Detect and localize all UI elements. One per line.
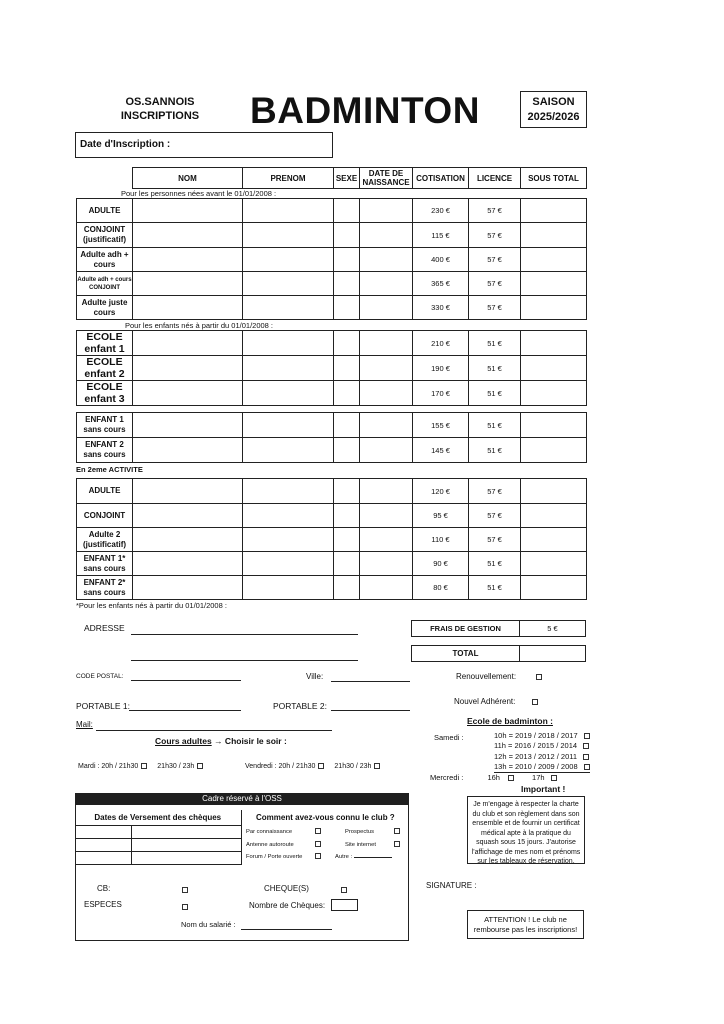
connu-checkbox[interactable] — [315, 853, 321, 859]
col-sous-total: SOUS TOTAL — [521, 168, 587, 189]
licence-cell: 57 € — [469, 296, 521, 320]
table-row — [77, 413, 587, 438]
versement-cell[interactable] — [131, 825, 241, 838]
connu-option: Antenne autoroute — [246, 841, 294, 848]
samedi-slot — [494, 731, 590, 741]
renouvellement-checkbox[interactable] — [536, 674, 542, 680]
sexe-cell[interactable] — [334, 296, 360, 320]
nom-cell[interactable] — [133, 296, 243, 320]
table-row — [77, 438, 587, 463]
cotisation-cell: 120 € — [413, 479, 469, 504]
table-row — [77, 576, 587, 600]
samedi-slot-text: 11h = 2016 / 2015 / 2014 — [494, 741, 578, 751]
date-cell[interactable] — [360, 356, 413, 381]
ville-label: Ville: — [306, 672, 324, 681]
nouvel-adherent-text: Nouvel Adhérent: — [454, 697, 516, 706]
nom-cell[interactable] — [133, 223, 243, 248]
cotisation-cell: 330 € — [413, 296, 469, 320]
connu-checkbox[interactable] — [315, 841, 321, 847]
sexe-cell[interactable] — [334, 248, 360, 272]
table-row — [77, 331, 587, 356]
col-licence: LICENCE — [469, 168, 521, 189]
row-label: ECOLE enfant 3 — [77, 381, 133, 406]
date-cell[interactable] — [360, 223, 413, 248]
date-inscription-field[interactable] — [75, 132, 333, 158]
connu-row — [246, 839, 406, 852]
nombre-cheques-input[interactable] — [331, 899, 358, 911]
mardi-slot-1-checkbox[interactable] — [141, 763, 147, 769]
sexe-cell[interactable] — [334, 413, 360, 438]
row-label: Adulte adh + cours — [77, 248, 133, 272]
connu-options — [246, 826, 406, 864]
sous-total-cell[interactable] — [521, 223, 587, 248]
adresse-line-2[interactable] — [131, 660, 358, 661]
table-row — [77, 223, 587, 248]
sous-total-cell[interactable] — [521, 438, 587, 463]
date-cell[interactable] — [360, 381, 413, 406]
prenom-cell[interactable] — [243, 223, 334, 248]
attention-text: ATTENTION ! Le club ne rembourse pas les inscriptions! — [473, 915, 578, 934]
licence-cell: 57 € — [469, 223, 521, 248]
nom-cell[interactable] — [133, 248, 243, 272]
second-activity-table — [76, 478, 587, 600]
portable2-line[interactable] — [331, 710, 410, 711]
versement-cell[interactable] — [75, 825, 131, 838]
row-label: ADULTE — [77, 199, 133, 223]
prenom-cell[interactable] — [243, 356, 334, 381]
prenom-cell[interactable] — [243, 413, 334, 438]
date-cell[interactable] — [360, 528, 413, 552]
connu-option: Prospectus — [345, 829, 374, 835]
sous-total-cell[interactable] — [521, 331, 587, 356]
samedi-slots — [494, 731, 590, 773]
season-value: 2025/2026 — [527, 111, 580, 123]
licence-cell: 51 € — [469, 331, 521, 356]
licence-cell: 51 € — [469, 438, 521, 463]
nombre-cheques-label: Nombre de Chèques: — [249, 901, 326, 910]
ville-line[interactable] — [331, 681, 410, 682]
table-row — [77, 479, 587, 504]
sexe-cell[interactable] — [334, 528, 360, 552]
renouvellement-label — [456, 672, 542, 681]
vendredi-slot-2: 21h30 / 23h — [334, 763, 372, 770]
prenom-cell[interactable] — [243, 381, 334, 406]
sexe-cell[interactable] — [334, 199, 360, 223]
row-label: Adulte 2 (justificatif) — [77, 528, 133, 552]
autre-line[interactable] — [354, 857, 392, 858]
sexe-cell[interactable] — [334, 331, 360, 356]
sexe-cell[interactable] — [334, 438, 360, 463]
cotisation-cell: 190 € — [413, 356, 469, 381]
especes-label: ESPECES — [84, 900, 122, 909]
date-cell[interactable] — [360, 479, 413, 504]
versement-table — [75, 810, 242, 865]
sexe-cell[interactable] — [334, 356, 360, 381]
date-cell[interactable] — [360, 552, 413, 576]
licence-cell: 57 € — [469, 272, 521, 296]
prenom-cell[interactable] — [243, 576, 334, 600]
table-row — [77, 381, 587, 406]
licence-cell: 51 € — [469, 356, 521, 381]
season-label: SAISON — [532, 96, 575, 108]
sexe-cell[interactable] — [334, 272, 360, 296]
adresse-line-1[interactable] — [131, 634, 358, 635]
date-cell[interactable] — [360, 296, 413, 320]
nom-cell[interactable] — [133, 381, 243, 406]
sous-total-cell[interactable] — [521, 528, 587, 552]
total-label: TOTAL — [412, 646, 520, 662]
cotisation-cell: 95 € — [413, 504, 469, 528]
versement-cell[interactable] — [131, 851, 241, 864]
connu-checkbox[interactable] — [394, 841, 400, 847]
row-label: ECOLE enfant 1 — [77, 331, 133, 356]
licence-cell: 51 € — [469, 381, 521, 406]
nom-salarie-label: Nom du salarié : — [181, 920, 236, 929]
sous-total-cell[interactable] — [521, 199, 587, 223]
samedi-slot — [494, 741, 590, 751]
second-activity-label: En 2eme ACTIVITE — [76, 465, 143, 474]
prenom-cell[interactable] — [243, 479, 334, 504]
cours-adultes-heading — [155, 736, 287, 746]
nom-cell[interactable] — [133, 413, 243, 438]
col-date-naissance: DATE DE NAISSANCE — [360, 168, 413, 189]
sexe-cell[interactable] — [334, 223, 360, 248]
table-row — [77, 528, 587, 552]
connu-option: Autre : — [335, 854, 353, 860]
samedi-slot-checkbox[interactable] — [584, 764, 590, 770]
connu-title: Comment avez-vous connu le club ? — [256, 813, 395, 822]
cb-checkbox[interactable] — [182, 887, 188, 893]
page-title: BADMINTON — [250, 90, 480, 131]
row-label: CONJOINT — [77, 504, 133, 528]
sous-total-cell[interactable] — [521, 504, 587, 528]
samedi-slot-text: 10h = 2019 / 2018 / 2017 — [494, 731, 578, 740]
especes-checkbox[interactable] — [182, 904, 188, 910]
sexe-cell[interactable] — [334, 479, 360, 504]
date-cell[interactable] — [360, 272, 413, 296]
sous-total-cell[interactable] — [521, 296, 587, 320]
row-label: Adulte juste cours — [77, 296, 133, 320]
important-text: Je m'engage à respecter la charte du club et son règlement dans son ensemble et de fournir un certificat médical apte à la pratique du squash sous 15 jours. J'autorise l'affichage de mes nom et prénoms sur les tableaux de réservation. — [471, 801, 581, 865]
prenom-cell[interactable] — [243, 438, 334, 463]
samedi-slot-text: 12h = 2013 / 2012 / 2011 — [494, 751, 578, 761]
row-label: ENFANT 2* sans cours — [77, 576, 133, 600]
frais-gestion-label: FRAIS DE GESTION — [412, 621, 520, 637]
ecole-badminton-title: Ecole de badminton : — [467, 716, 553, 726]
vendredi-options — [245, 763, 380, 770]
cotisation-cell: 230 € — [413, 199, 469, 223]
table-row — [77, 504, 587, 528]
versement-cell[interactable] — [75, 838, 131, 851]
table-row — [77, 552, 587, 576]
portable2-label: PORTABLE 2: — [273, 701, 328, 711]
sous-total-cell[interactable] — [521, 479, 587, 504]
code-postal-line[interactable] — [131, 680, 241, 681]
enfants-table — [76, 412, 587, 463]
row-label: ADULTE — [77, 479, 133, 504]
mercredi-row — [430, 773, 557, 782]
code-postal-label: CODE POSTAL: — [76, 673, 124, 680]
table-row — [77, 272, 587, 296]
col-prenom: PRENOM — [243, 168, 334, 189]
nom-cell[interactable] — [133, 356, 243, 381]
samedi-slot-text: 13h = 2010 / 2009 / 2008 — [494, 761, 578, 771]
cotisation-cell: 115 € — [413, 223, 469, 248]
adresse-label: ADRESSE — [84, 623, 125, 633]
cotisation-cell: 145 € — [413, 438, 469, 463]
mardi-slot-2: 21h30 / 23h — [157, 763, 195, 770]
cotisation-cell: 155 € — [413, 413, 469, 438]
prenom-cell[interactable] — [243, 296, 334, 320]
row-label: Adulte adh + cours CONJOINT — [77, 272, 133, 296]
samedi-slot-checkbox[interactable] — [583, 754, 589, 760]
samedi-slot-checkbox[interactable] — [583, 743, 589, 749]
sexe-cell[interactable] — [334, 381, 360, 406]
nom-cell[interactable] — [133, 528, 243, 552]
table-row — [77, 296, 587, 320]
connu-option: Site internet — [345, 841, 376, 848]
adults-table — [76, 198, 587, 320]
date-cell[interactable] — [360, 248, 413, 272]
vendredi-slot-1: Vendredi : 20h / 21h30 — [245, 763, 316, 770]
mercredi-label: Mercredi : — [430, 773, 464, 782]
licence-cell: 57 € — [469, 528, 521, 552]
col-sexe: SEXE — [334, 168, 360, 189]
licence-cell: 57 € — [469, 199, 521, 223]
licence-cell: 51 € — [469, 413, 521, 438]
nom-cell[interactable] — [133, 272, 243, 296]
samedi-slot — [494, 752, 590, 762]
versement-cell[interactable] — [131, 838, 241, 851]
nom-cell[interactable] — [133, 331, 243, 356]
row-label: ENFANT 2 sans cours — [77, 438, 133, 463]
samedi-slot-checkbox[interactable] — [584, 733, 590, 739]
date-cell[interactable] — [360, 199, 413, 223]
licence-cell: 57 € — [469, 504, 521, 528]
samedi-slot — [494, 762, 590, 773]
nouvel-adherent-checkbox[interactable] — [532, 699, 538, 705]
sexe-cell[interactable] — [334, 504, 360, 528]
licence-cell: 51 € — [469, 576, 521, 600]
nouvel-adherent-label — [454, 697, 538, 706]
vendredi-slot-1-checkbox[interactable] — [318, 763, 324, 769]
date-cell[interactable] — [360, 576, 413, 600]
prenom-cell[interactable] — [243, 331, 334, 356]
oss-header: Cadre réservé à l'OSS — [75, 793, 409, 805]
mercredi-16h-checkbox[interactable] — [508, 775, 514, 781]
cotisation-cell: 90 € — [413, 552, 469, 576]
mardi-slot-2-checkbox[interactable] — [197, 763, 203, 769]
cotisation-cell: 400 € — [413, 248, 469, 272]
date-cell[interactable] — [360, 438, 413, 463]
prenom-cell[interactable] — [243, 528, 334, 552]
cb-label: CB: — [97, 884, 111, 893]
prenom-cell[interactable] — [243, 272, 334, 296]
cotisation-cell: 110 € — [413, 528, 469, 552]
connu-option: Par connaissance — [246, 829, 293, 835]
connu-row — [246, 826, 406, 839]
row-label: ECOLE enfant 2 — [77, 356, 133, 381]
frais-gestion-value: 5 € — [520, 621, 586, 637]
important-box — [467, 796, 585, 864]
cheques-label: CHEQUE(S) — [264, 884, 309, 893]
frais-gestion-row — [411, 620, 586, 637]
date-cell[interactable] — [360, 413, 413, 438]
sous-total-cell[interactable] — [521, 381, 587, 406]
portable1-line[interactable] — [129, 710, 241, 711]
licence-cell: 57 € — [469, 248, 521, 272]
nom-cell[interactable] — [133, 504, 243, 528]
prenom-cell[interactable] — [243, 248, 334, 272]
nom-cell[interactable] — [133, 479, 243, 504]
connu-option: Forum / Porte ouverte — [246, 854, 303, 860]
mercredi-16h: 16h — [487, 773, 500, 782]
sous-total-cell[interactable] — [521, 272, 587, 296]
ecole-table — [76, 330, 587, 406]
club-line-2: INSCRIPTIONS — [120, 110, 200, 122]
nom-cell[interactable] — [133, 438, 243, 463]
sous-total-cell[interactable] — [521, 576, 587, 600]
mercredi-17h-checkbox[interactable] — [551, 775, 557, 781]
connu-row — [246, 851, 406, 864]
licence-cell: 51 € — [469, 552, 521, 576]
licence-cell: 57 € — [469, 479, 521, 504]
mail-label: Mail: — [76, 720, 93, 729]
connu-checkbox[interactable] — [315, 828, 321, 834]
attention-box — [467, 910, 584, 939]
col-nom: NOM — [133, 168, 243, 189]
signature-label: SIGNATURE : — [426, 881, 477, 890]
nom-cell[interactable] — [133, 552, 243, 576]
col-cotisation: COTISATION — [413, 168, 469, 189]
mardi-slot-1: Mardi : 20h / 21h30 — [78, 763, 139, 770]
cours-adultes-title: Cours adultes — [155, 736, 212, 746]
adults-note: Pour les personnes nées avant le 01/01/2008 : — [121, 189, 277, 198]
cotisation-cell: 365 € — [413, 272, 469, 296]
children-note: Pour les enfants nés à partir du 01/01/2008 : — [125, 321, 274, 330]
cotisation-cell: 170 € — [413, 381, 469, 406]
cotisation-cell: 210 € — [413, 331, 469, 356]
table-row — [77, 356, 587, 381]
nom-cell[interactable] — [133, 576, 243, 600]
mail-line[interactable] — [96, 730, 332, 731]
nom-salarie-line[interactable] — [241, 929, 332, 930]
table-row — [77, 199, 587, 223]
season-box — [520, 91, 587, 128]
sexe-cell[interactable] — [334, 552, 360, 576]
column-header-row — [132, 167, 587, 189]
connu-checkbox[interactable] — [394, 828, 400, 834]
cours-adultes-instruction: → Choisir le soir : — [214, 736, 287, 746]
date-cell[interactable] — [360, 504, 413, 528]
sous-total-cell[interactable] — [521, 552, 587, 576]
sous-total-cell[interactable] — [521, 413, 587, 438]
cheques-checkbox[interactable] — [341, 887, 347, 893]
renouvellement-text: Renouvellement: — [456, 672, 517, 681]
prenom-cell[interactable] — [243, 552, 334, 576]
mercredi-17h: 17h — [532, 773, 545, 782]
club-line-1: OS.SANNOIS — [125, 96, 195, 108]
vendredi-slot-2-checkbox[interactable] — [374, 763, 380, 769]
cotisation-cell: 80 € — [413, 576, 469, 600]
nom-cell[interactable] — [133, 199, 243, 223]
sous-total-cell[interactable] — [521, 248, 587, 272]
date-inscription-label: Date d'Inscription : — [80, 139, 171, 150]
total-row — [411, 645, 586, 662]
versement-title: Dates de Versement des chèques — [75, 810, 241, 825]
club-name — [118, 95, 202, 123]
table-row — [77, 248, 587, 272]
row-label: ENFANT 1 sans cours — [77, 413, 133, 438]
prenom-cell[interactable] — [243, 199, 334, 223]
row-label: CONJOINT (justificatif) — [77, 223, 133, 248]
mardi-options — [78, 763, 203, 770]
samedi-label: Samedi : — [434, 733, 464, 742]
footnote: *Pour les enfants nés à partir du 01/01/2008 : — [76, 601, 227, 610]
portable1-label: PORTABLE 1: — [76, 701, 131, 711]
sous-total-cell[interactable] — [521, 356, 587, 381]
versement-cell[interactable] — [75, 851, 131, 864]
prenom-cell[interactable] — [243, 504, 334, 528]
date-cell[interactable] — [360, 331, 413, 356]
important-title: Important ! — [521, 784, 566, 794]
row-label: ENFANT 1* sans cours — [77, 552, 133, 576]
sexe-cell[interactable] — [334, 576, 360, 600]
total-value-cell[interactable] — [520, 646, 586, 662]
